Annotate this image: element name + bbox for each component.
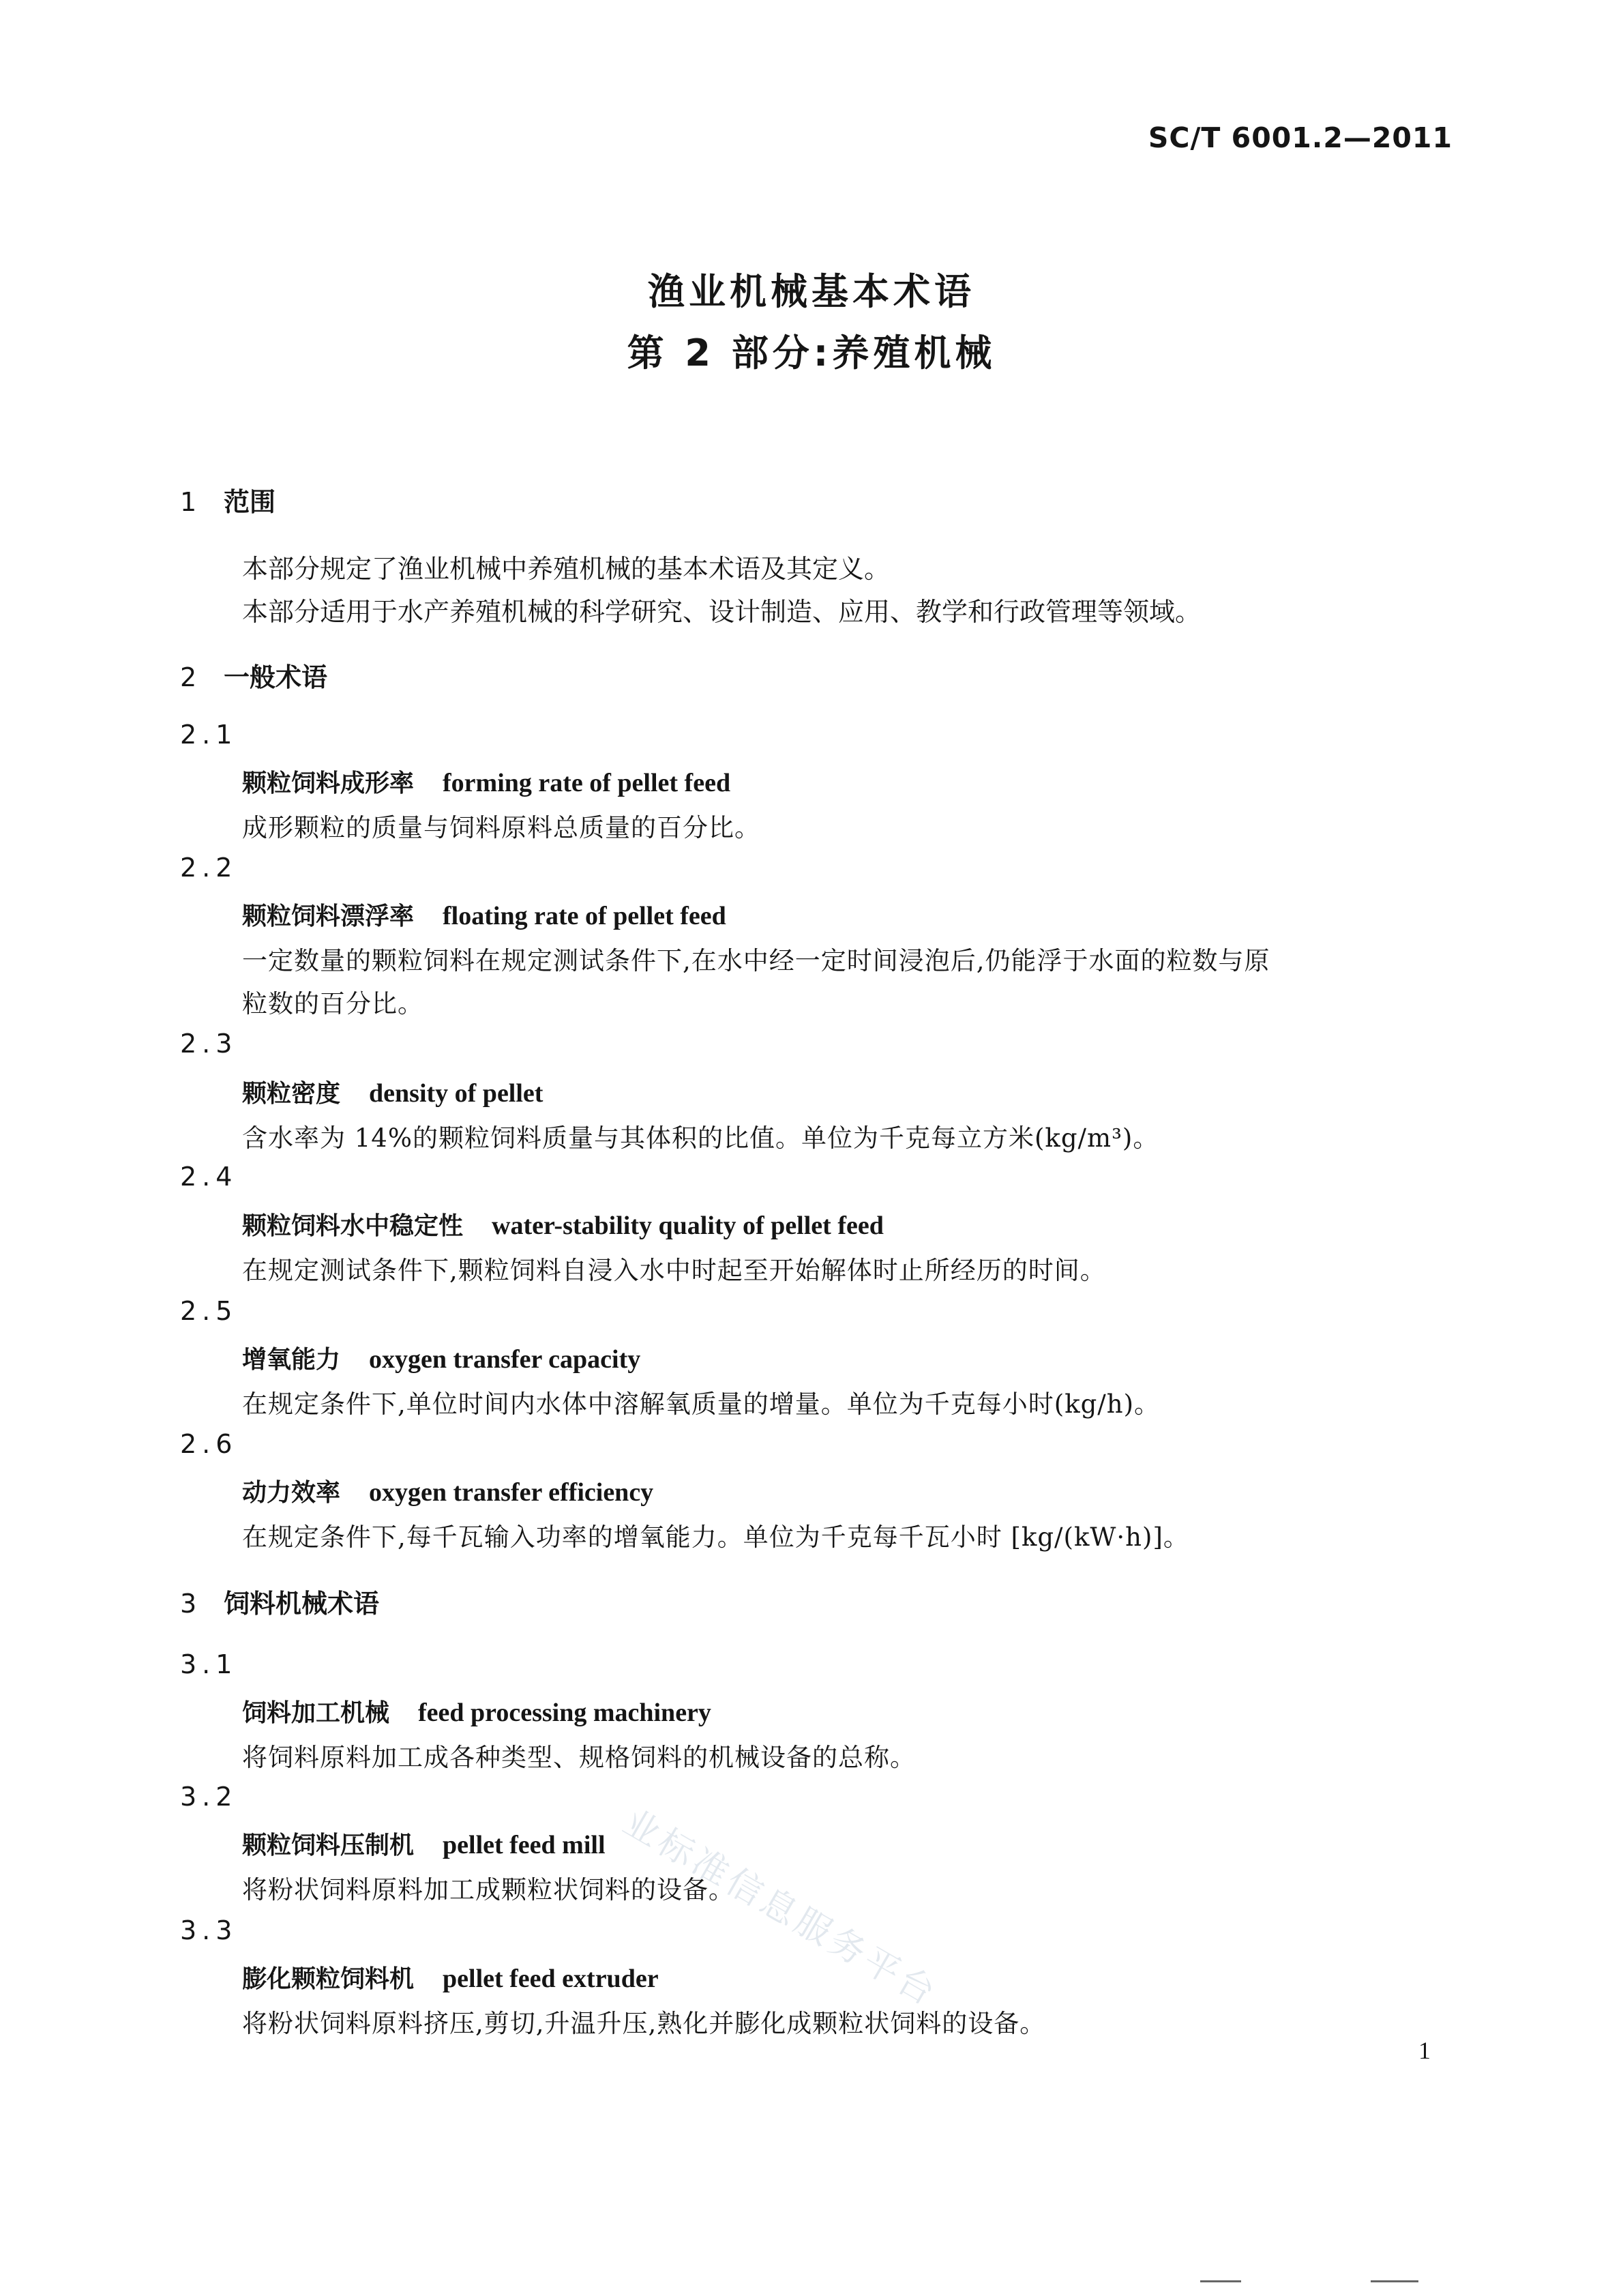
term-number: 3.2 <box>180 1782 238 1812</box>
term-zh: 动力效率 <box>242 1479 341 1507</box>
term-number: 2.4 <box>180 1162 238 1192</box>
section-heading-general-terms <box>180 656 327 694</box>
term-number: 3.3 <box>180 1915 238 1945</box>
term-definition: 粒数的百分比。 <box>242 989 423 1018</box>
term-entry <box>242 1207 884 1241</box>
term-definition: 将粉状饲料原料加工成颗粒状饲料的设备。 <box>242 1875 734 1904</box>
section-name: 一般术语 <box>224 662 328 692</box>
footer-rule <box>1371 2280 1418 2282</box>
section-number: 1 <box>180 487 197 517</box>
scope-paragraph: 本部分规定了渔业机械中养殖机械的基本术语及其定义。 <box>242 554 891 584</box>
term-en: water-stability quality of pellet feed <box>492 1211 884 1240</box>
page-number: 1 <box>1418 2037 1431 2064</box>
scope-paragraph: 本部分适用于水产养殖机械的科学研究、设计制造、应用、教学和行政管理等领域。 <box>242 597 1202 627</box>
term-entry <box>242 1694 711 1728</box>
term-en: floating rate of pellet feed <box>443 902 726 930</box>
term-zh: 饲料加工机械 <box>242 1699 390 1727</box>
term-zh: 颗粒饲料成形率 <box>242 769 415 797</box>
watermark: 业标准信息服务平台 <box>616 1801 945 2016</box>
term-number: 2.6 <box>180 1429 238 1459</box>
term-number: 2.3 <box>180 1029 238 1059</box>
section-heading-feed-machinery <box>180 1583 379 1620</box>
term-en: forming rate of pellet feed <box>443 769 731 797</box>
term-entry <box>242 1960 659 1995</box>
term-definition: 含水率为 14%的颗粒饲料质量与其体积的比值。单位为千克每立方米(kg/m³)。 <box>242 1123 1159 1153</box>
term-number: 2.1 <box>180 720 238 750</box>
term-zh: 增氧能力 <box>242 1346 341 1374</box>
term-entry <box>242 897 726 932</box>
term-en: oxygen transfer efficiency <box>369 1478 654 1507</box>
section-heading-scope <box>180 481 276 518</box>
section-name: 范围 <box>224 487 276 517</box>
term-definition: 在规定条件下,每千瓦输入功率的增氧能力。单位为千克每千瓦小时 [kg/(kW·h)]。 <box>242 1522 1189 1552</box>
term-entry <box>242 764 730 799</box>
term-en: density of pellet <box>369 1079 544 1108</box>
term-zh: 颗粒饲料漂浮率 <box>242 902 415 930</box>
term-en: feed processing machinery <box>418 1698 711 1727</box>
term-entry <box>242 1826 606 1861</box>
document-title: 渔业机械基本术语 <box>648 270 975 313</box>
term-zh: 颗粒密度 <box>242 1080 341 1108</box>
term-en: pellet feed mill <box>443 1831 606 1859</box>
footer-rule <box>1200 2280 1241 2282</box>
term-zh: 膨化颗粒饲料机 <box>242 1965 415 1993</box>
term-number: 2.5 <box>180 1296 238 1326</box>
term-zh: 颗粒饲料压制机 <box>242 1831 415 1859</box>
term-en: oxygen transfer capacity <box>369 1345 641 1374</box>
term-definition: 一定数量的颗粒饲料在规定测试条件下,在水中经一定时间浸泡后,仍能浮于水面的粒数与原 <box>242 946 1270 975</box>
section-number: 3 <box>180 1589 197 1619</box>
term-en: pellet feed extruder <box>443 1964 659 1993</box>
document-code: SC/T 6001.2—2011 <box>1148 121 1453 154</box>
term-definition: 将饲料原料加工成各种类型、规格饲料的机械设备的总称。 <box>242 1743 916 1772</box>
term-entry <box>242 1340 640 1375</box>
term-number: 2.2 <box>180 853 238 883</box>
document-subtitle: 第 2 部分:养殖机械 <box>627 332 996 374</box>
section-name: 饲料机械术语 <box>224 1589 380 1619</box>
term-definition: 在规定测试条件下,颗粒饲料自浸入水中时起至开始解体时止所经历的时间。 <box>242 1256 1106 1285</box>
term-definition: 成形颗粒的质量与饲料原料总质量的百分比。 <box>242 813 760 842</box>
term-entry <box>242 1074 543 1109</box>
term-definition: 将粉状饲料原料挤压,剪切,升温升压,熟化并膨化成颗粒状饲料的设备。 <box>242 2009 1046 2038</box>
term-definition: 在规定条件下,单位时间内水体中溶解氧质量的增量。单位为千克每小时(kg/h)。 <box>242 1389 1161 1419</box>
term-zh: 颗粒饲料水中稳定性 <box>242 1212 464 1240</box>
section-number: 2 <box>180 662 197 692</box>
term-number: 3.1 <box>180 1649 238 1679</box>
term-entry <box>242 1473 653 1508</box>
